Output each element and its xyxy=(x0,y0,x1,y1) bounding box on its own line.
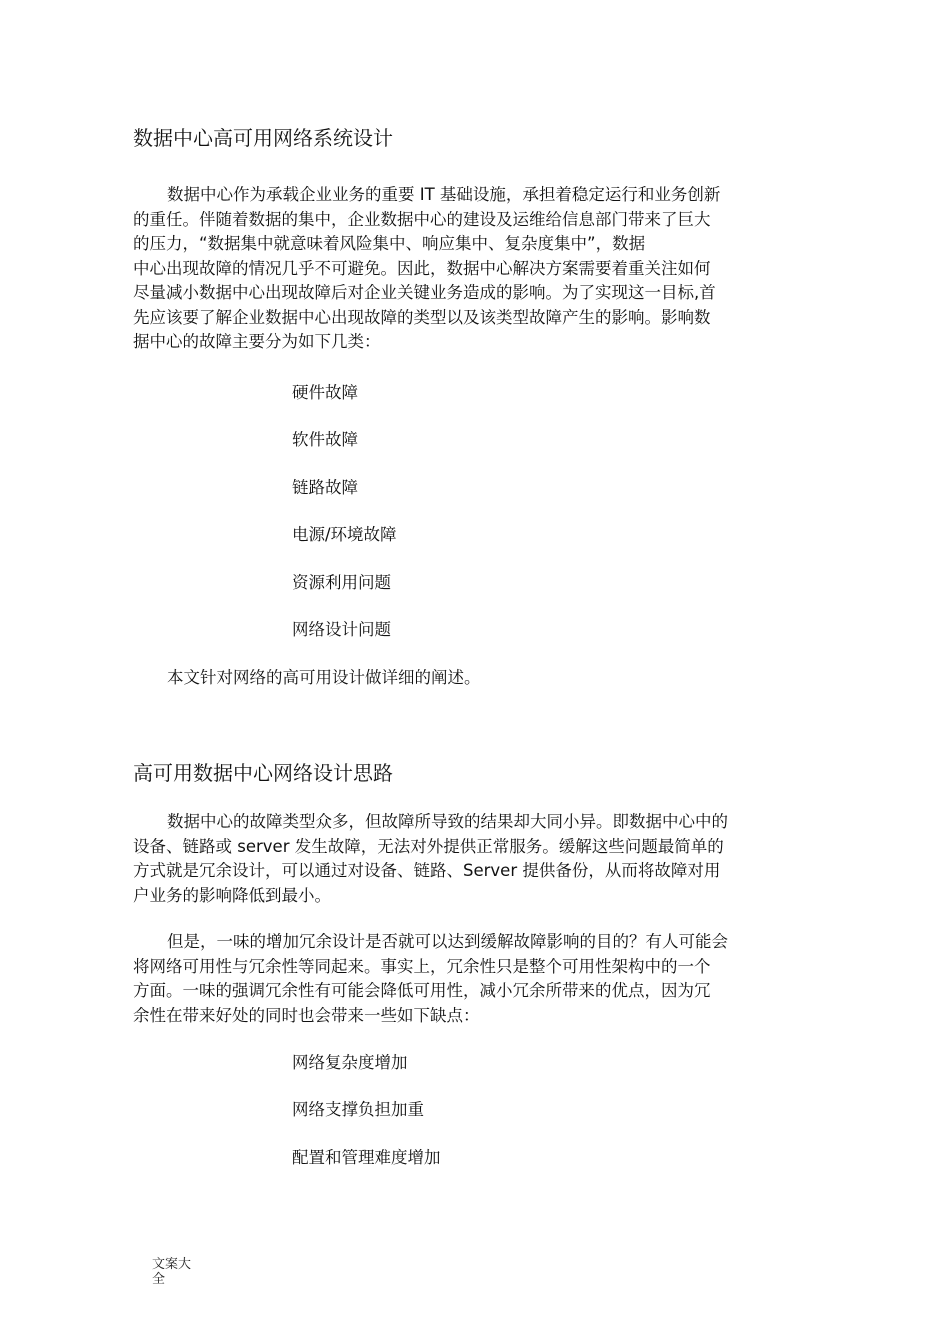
para1-line: 户业务的影响降低到最小。 xyxy=(133,885,331,905)
section1-intro-paragraph xyxy=(133,183,823,355)
section1-title: 数据中心高可用网络系统设计 xyxy=(133,126,393,150)
section1-closing xyxy=(133,666,823,691)
para2-line: 但是，一味的增加冗余设计是否就可以达到缓解故障影响的目的？有人可能会 xyxy=(167,932,728,951)
intro-line: 据中心的故障主要分为如下几类： xyxy=(133,332,381,351)
para2-line: 方面。一味的强调冗余性有可能会降低可用性，减小冗余所带来的优点，因为冗 xyxy=(133,981,711,1000)
page-footer: 文案大全 xyxy=(152,1257,192,1287)
para1-line: 设备、链路或 server 发生故障，无法对外提供正常服务。缓解这些问题最简单的 xyxy=(133,836,724,856)
section2-paragraph-1 xyxy=(133,810,823,908)
fault-type-item: 链路故障 xyxy=(292,478,358,497)
closing-line: 本文针对网络的高可用设计做详细的阐述。 xyxy=(167,668,481,687)
fault-type-item: 软件故障 xyxy=(292,430,358,449)
drawback-item: 网络复杂度增加 xyxy=(292,1053,408,1072)
para1-line: 方式就是冗余设计，可以通过对设备、链路、Server 提供备份，从而将故障对用 xyxy=(133,861,721,880)
section2-title: 高可用数据中心网络设计思路 xyxy=(133,761,393,785)
fault-type-item: 网络设计问题 xyxy=(292,620,391,639)
para2-line: 余性在带来好处的同时也会带来一些如下缺点： xyxy=(133,1005,480,1025)
intro-line: 尽量减小数据中心出现故障后对企业关键业务造成的影响。为了实现这一目标,首 xyxy=(133,283,716,302)
fault-type-item: 资源利用问题 xyxy=(292,573,391,592)
fault-type-item: 硬件故障 xyxy=(292,383,358,402)
drawback-item: 网络支撑负担加重 xyxy=(292,1100,424,1119)
para2-line: 将网络可用性与冗余性等同起来。事实上，冗余性只是整个可用性架构中的一个 xyxy=(133,956,711,976)
intro-line: 中心出现故障的情况几乎不可避免。因此，数据中心解决方案需要着重关注如何 xyxy=(133,258,711,278)
intro-line: 的压力，“数据集中就意味着风险集中、响应集中、复杂度集中”，数据 xyxy=(133,234,646,253)
section2-paragraph-2 xyxy=(133,930,823,1028)
para1-line: 数据中心的故障类型众多，但故障所导致的结果却大同小异。即数据中心中的 xyxy=(167,812,728,831)
intro-line: 先应该要了解企业数据中心出现故障的类型以及该类型故障产生的影响。影响数 xyxy=(133,307,711,327)
drawback-item: 配置和管理难度增加 xyxy=(292,1148,441,1167)
intro-line: 数据中心作为承载企业业务的重要 IT 基础设施，承担着稳定运行和业务创新 xyxy=(167,185,721,204)
fault-type-item: 电源/环境故障 xyxy=(292,525,397,544)
intro-line: 的重任。伴随着数据的集中，企业数据中心的建设及运维给信息部门带来了巨大 xyxy=(133,209,711,229)
